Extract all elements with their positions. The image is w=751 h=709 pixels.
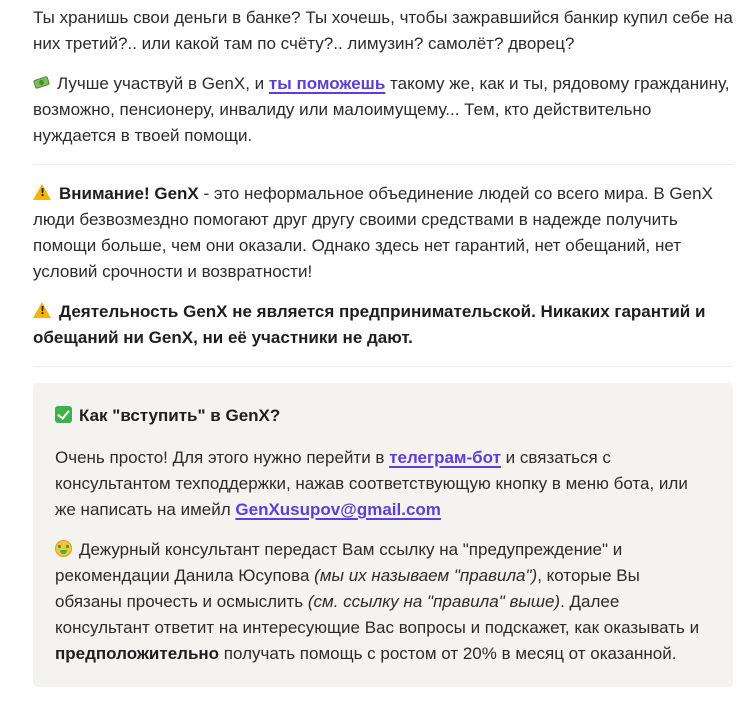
- consultant-text-4: получать помощь с ростом от 20% в месяц от оказанной.: [219, 644, 677, 663]
- telegram-bot-link[interactable]: телеграм-бот: [389, 448, 501, 467]
- warning-paragraph: [33, 181, 733, 285]
- consultant-text-3: . Далее консультант ответит на интересующие Вас вопросы и подскажет, как оказывать и: [55, 592, 700, 637]
- consultant-bold: предположительно: [55, 644, 220, 663]
- callout-title-text: Как "вступить" в GenX?: [79, 406, 281, 425]
- participate-text-before: Лучше участвуй в GenX, и: [57, 74, 269, 93]
- warning-text: - это неформальное объединение людей со всего мира. В GenX люди безвозмездно помогают друг другу своими средствами в надежде получить помощи больше, чем они оказали. Однако здесь нет гарантий, нет обещаний, нет условий срочности и возвратности!: [33, 184, 713, 281]
- money-mouth-face-icon: [55, 540, 72, 557]
- contact-text-middle: и связаться с консультантом техподдержки, нажав соответствующую кнопку в меню бота, или же написать на имейл: [55, 448, 688, 519]
- check-mark-icon: [55, 406, 72, 423]
- divider: [33, 164, 733, 165]
- callout-paragraph-contact: [55, 445, 711, 523]
- disclaimer-paragraph: [33, 299, 733, 351]
- contact-text-before: Очень просто! Для этого нужно перейти в: [55, 448, 390, 467]
- consultant-text-2: , которые Вы обязаны прочесть и осмыслить: [55, 566, 640, 611]
- join-callout: [33, 383, 733, 687]
- callout-title: [55, 403, 711, 429]
- divider: [33, 366, 733, 367]
- warning-icon: [33, 302, 51, 318]
- participate-paragraph: [33, 71, 733, 149]
- warning-bold: Внимание! GenX: [59, 184, 199, 203]
- document-body: [33, 0, 733, 687]
- consultant-italic-1: (мы их называем "правила"): [314, 566, 538, 585]
- disclaimer-bold: Деятельность GenX не является предпринимательской. Никаких гарантий и обещаний ни GenX, ни её участники не дают.: [33, 302, 706, 347]
- participate-text-after: такому же, как и ты, рядовому гражданину, возможно, пенсионеру, инвалиду или малоимущему... Тем, кто действительно нуждается в твоей помощи.: [33, 74, 730, 145]
- money-with-wings-icon: [33, 74, 50, 91]
- consultant-italic-2: (см. ссылку на "правила" выше): [307, 592, 561, 611]
- intro-paragraph: Ты хранишь свои деньги в банке? Ты хочешь, чтобы зажравшийся банкир купил себе на них третий?.. или какой там по счёту?.. лимузин? самолёт? дворец?: [33, 8, 733, 53]
- email-link[interactable]: GenXusupov@gmail.com: [235, 500, 441, 519]
- callout-paragraph-consultant: [55, 537, 711, 667]
- warning-icon: [33, 184, 51, 200]
- help-link[interactable]: ты поможешь: [268, 74, 386, 93]
- consultant-text-1: Дежурный консультант передаст Вам ссылку на "предупреждение" и рекомендации Данила Юсупова: [55, 540, 623, 585]
